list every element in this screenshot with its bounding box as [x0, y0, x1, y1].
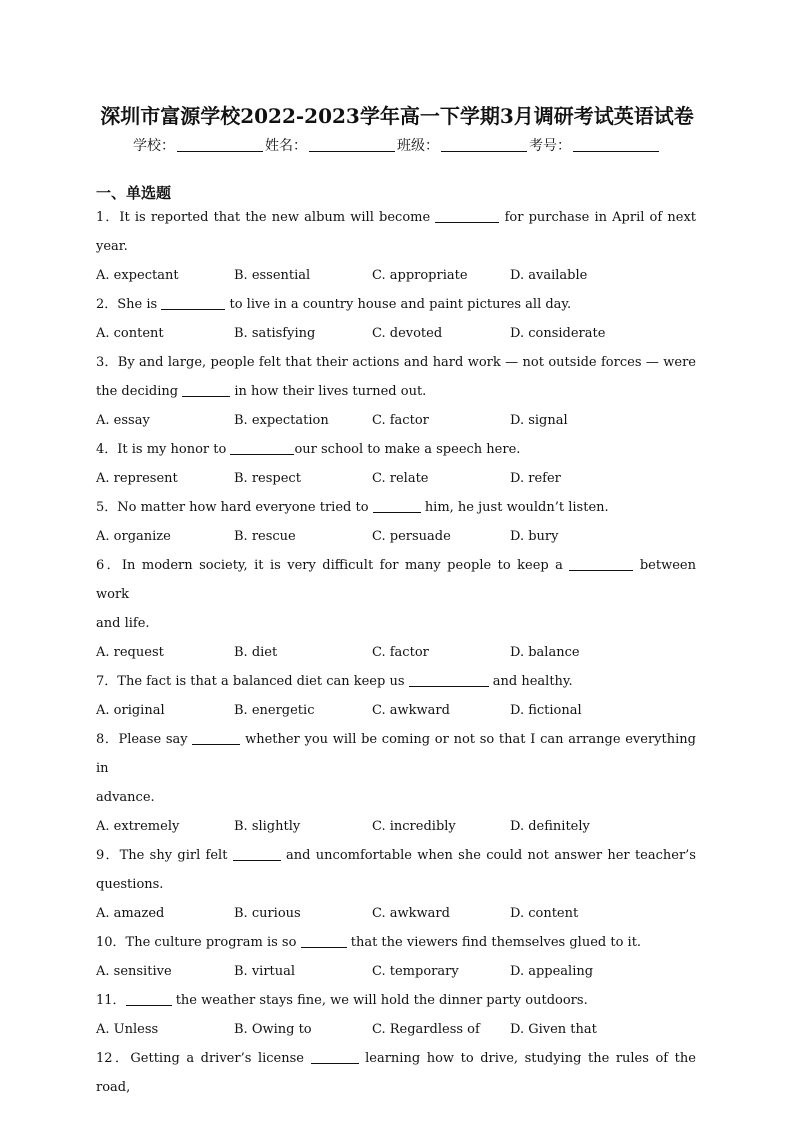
option-d[interactable]: D. Given that: [510, 1022, 597, 1037]
option-c[interactable]: C. relate: [372, 471, 429, 486]
option-d[interactable]: D. definitely: [510, 819, 590, 834]
student-info-line: [0, 135, 794, 155]
option-c[interactable]: C. factor: [372, 645, 429, 660]
option-a[interactable]: A. content: [96, 326, 164, 341]
question-stem: 7．The fact is that a balanced diet can keep us and healthy.: [96, 674, 573, 689]
question-stem: 5．No matter how hard everyone tried to him, he just wouldn’t listen.: [96, 500, 609, 515]
option-c[interactable]: C. awkward: [372, 906, 450, 921]
name-label: 姓名：: [265, 138, 307, 154]
section-title: 一、单选题: [96, 184, 172, 202]
answer-blank: [233, 847, 281, 861]
option-d[interactable]: D. available: [510, 268, 588, 283]
option-a[interactable]: A. amazed: [96, 906, 165, 921]
options-row: [96, 522, 696, 551]
option-c[interactable]: C. Regardless of: [372, 1022, 480, 1037]
option-b[interactable]: B. Owing to: [234, 1022, 312, 1037]
option-d[interactable]: D. content: [510, 906, 579, 921]
options-row: [96, 406, 696, 435]
options-row: [96, 638, 696, 667]
question-stem-continued: year.: [96, 239, 128, 254]
option-c[interactable]: C. devoted: [372, 326, 443, 341]
answer-blank: [182, 383, 230, 397]
answer-blank: [161, 296, 225, 310]
option-c[interactable]: C. temporary: [372, 964, 459, 979]
option-d[interactable]: D. bury: [510, 529, 559, 544]
options-row: [96, 261, 696, 290]
question-stem: 12．Getting a driver’s license learning how to drive, studying the rules of the road,: [96, 1051, 696, 1095]
option-a[interactable]: A. sensitive: [96, 964, 172, 979]
exam-number-blank[interactable]: [573, 137, 659, 152]
options-row: [96, 319, 696, 348]
answer-blank: [192, 731, 240, 745]
option-c[interactable]: C. appropriate: [372, 268, 468, 283]
option-b[interactable]: B. respect: [234, 471, 301, 486]
question-list: [96, 203, 696, 1102]
option-b[interactable]: B. expectation: [234, 413, 329, 428]
school-label: 学校：: [133, 138, 175, 154]
question-stem-continued: questions.: [96, 877, 164, 892]
option-a[interactable]: A. request: [96, 645, 164, 660]
option-b[interactable]: B. energetic: [234, 703, 315, 718]
option-c[interactable]: C. incredibly: [372, 819, 456, 834]
question-stem: 11． the weather stays fine, we will hold the dinner party outdoors.: [96, 993, 588, 1008]
question-stem: 9．The shy girl felt and uncomfortable when she could not answer her teacher’s: [96, 848, 696, 863]
option-a[interactable]: A. expectant: [96, 268, 179, 283]
school-blank[interactable]: [177, 137, 263, 152]
option-a[interactable]: A. represent: [96, 471, 178, 486]
option-c[interactable]: C. factor: [372, 413, 429, 428]
question-stem: 10．The culture program is so that the viewers find themselves glued to it.: [96, 935, 642, 950]
option-b[interactable]: B. slightly: [234, 819, 301, 834]
options-row: [96, 957, 696, 986]
question-stem: 3．By and large, people felt that their actions and hard work — not outside forces — were: [96, 355, 696, 370]
question-stem: 6．In modern society, it is very difficult for many people to keep a between work: [96, 558, 696, 602]
question-stem: 1．It is reported that the new album will become for purchase in April of next: [96, 210, 696, 225]
options-row: [96, 812, 696, 841]
option-a[interactable]: A. original: [96, 703, 165, 718]
question-stem-continued: the deciding in how their lives turned out.: [96, 384, 427, 399]
name-blank[interactable]: [309, 137, 395, 152]
option-b[interactable]: B. rescue: [234, 529, 296, 544]
options-row: [96, 696, 696, 725]
option-b[interactable]: B. essential: [234, 268, 311, 283]
option-d[interactable]: D. signal: [510, 413, 568, 428]
option-d[interactable]: D. appealing: [510, 964, 594, 979]
option-c[interactable]: C. awkward: [372, 703, 450, 718]
option-c[interactable]: C. persuade: [372, 529, 451, 544]
option-a[interactable]: A. Unless: [96, 1022, 159, 1037]
option-d[interactable]: D. refer: [510, 471, 561, 486]
class-label: 班级：: [397, 138, 439, 154]
option-a[interactable]: A. organize: [96, 529, 171, 544]
answer-blank: [126, 992, 172, 1006]
answer-blank: [569, 557, 633, 571]
options-row: [96, 899, 696, 928]
option-b[interactable]: B. diet: [234, 645, 278, 660]
answer-blank: [301, 934, 347, 948]
options-row: [96, 1015, 696, 1044]
class-blank[interactable]: [441, 137, 527, 152]
question-stem: 2．She is to live in a country house and paint pictures all day.: [96, 297, 572, 312]
options-row: [96, 464, 696, 493]
answer-blank: [373, 499, 421, 513]
answer-blank: [435, 209, 499, 223]
page-title: 深圳市富源学校2022-2023学年高一下学期3月调研考试英语试卷: [100, 104, 694, 128]
option-b[interactable]: B. curious: [234, 906, 301, 921]
exam-number-label: 考号：: [529, 138, 571, 154]
question-stem: 4．It is my honor to our school to make a speech here.: [96, 442, 521, 457]
answer-blank: [409, 673, 489, 687]
option-d[interactable]: D. fictional: [510, 703, 582, 718]
answer-blank: [230, 441, 294, 455]
answer-blank: [311, 1050, 359, 1064]
question-stem-continued: and life.: [96, 616, 150, 631]
question-stem: 8．Please say whether you will be coming or not so that I can arrange everything in: [96, 732, 696, 776]
option-a[interactable]: A. extremely: [96, 819, 180, 834]
option-a[interactable]: A. essay: [96, 413, 150, 428]
question-stem-continued: advance.: [96, 790, 155, 805]
option-d[interactable]: D. balance: [510, 645, 580, 660]
option-b[interactable]: B. satisfying: [234, 326, 316, 341]
option-b[interactable]: B. virtual: [234, 964, 296, 979]
option-d[interactable]: D. considerate: [510, 326, 606, 341]
